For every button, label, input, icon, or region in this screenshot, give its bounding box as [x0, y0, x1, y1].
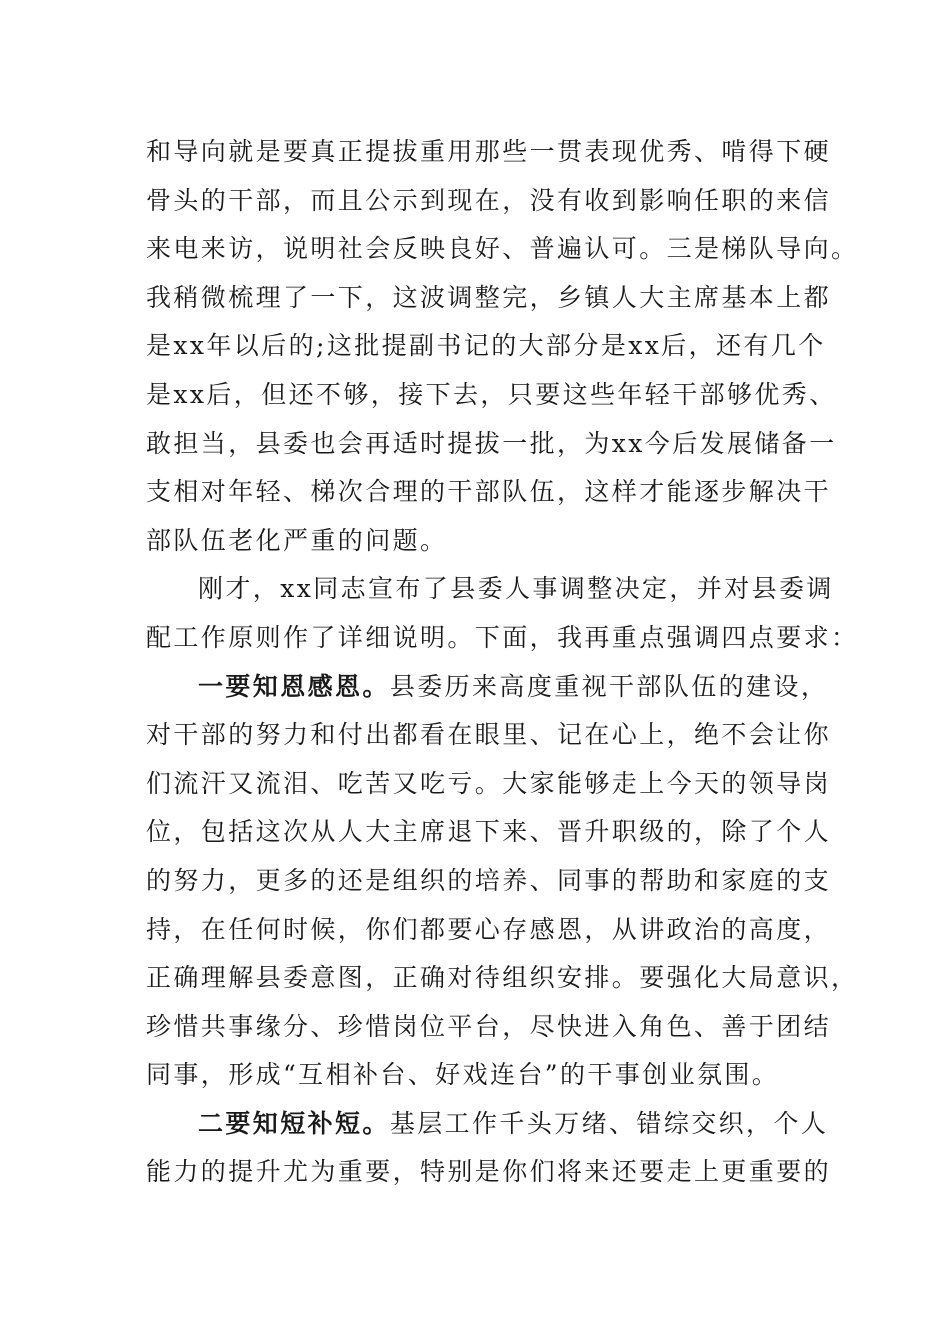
- paragraph-line: 同事，形成“互相补台、好戏连台”的干事创业氛围。: [146, 1060, 780, 1090]
- paragraph-line: 骨头的干部，而且公示到现在，没有收到影响任职的来信: [146, 185, 832, 215]
- paragraph-line: 部队伍老化严重的问题。: [146, 525, 448, 555]
- paragraph-line: 支相对年轻、梯次合理的干部队伍，这样才能逐步解决干: [146, 477, 832, 507]
- paragraph-line: 对干部的努力和付出都看在眼里、记在心上，绝不会让你: [146, 720, 832, 750]
- paragraph-line: 刚才，xx同志宣布了县委人事调整决定，并对县委调: [198, 574, 834, 604]
- body-text: [146, 128, 859, 1197]
- paragraph-line: 们流汗又流泪、吃苦又吃亏。大家能够走上今天的领导岗: [146, 768, 832, 798]
- paragraph-line: 能力的提升尤为重要，特别是你们将来还要走上更重要的: [146, 1157, 832, 1187]
- section-heading: 一要知恩感恩。: [198, 671, 390, 701]
- paragraph-line: 珍惜共事缘分、珍惜岗位平台，尽快进入角色、善于团结: [146, 1011, 832, 1041]
- paragraph-line: 是xx后，但还不够，接下去，只要这些年轻干部够优秀、: [146, 379, 837, 409]
- paragraph-text: 基层工作千头万绪、错综交织，个人: [389, 1108, 829, 1138]
- section-heading: 二要知短补短。: [198, 1108, 390, 1138]
- paragraph-line: 的努力，更多的还是组织的培养、同事的帮助和家庭的支: [146, 865, 832, 895]
- paragraph-line: 我稍微梳理了一下，这波调整完，乡镇人大主席基本上都: [146, 282, 832, 312]
- paragraph-line: 位，包括这次从人大主席退下来、晋升职级的，除了个人: [146, 817, 832, 847]
- paragraph-line: 持，在任何时候，你们都要心存感恩，从讲政治的高度，: [146, 914, 832, 944]
- paragraph-line: 配工作原则作了详细说明。下面，我再重点强调四点要求：: [146, 622, 859, 652]
- paragraph-line: 来电来访，说明社会反映良好、普遍认可。三是梯队导向。: [146, 234, 859, 264]
- paragraph-text: 县委历来高度重视干部队伍的建设，: [389, 671, 829, 701]
- paragraph-line: 是xx年以后的;这批提副书记的大部分是xx后，还有几个: [146, 331, 826, 361]
- paragraph-first-line: [146, 663, 829, 712]
- paragraph-line: 和导向就是要真正提拔重用那些一贯表现优秀、啃得下硬: [146, 137, 832, 166]
- paragraph-first-line: [146, 1100, 829, 1149]
- paragraph-line: 敢担当，县委也会再适时提拔一批，为xx今后发展储备一: [146, 428, 837, 458]
- paragraph-line: 正确理解县委意图，正确对待组织安排。要强化大局意识，: [146, 963, 859, 993]
